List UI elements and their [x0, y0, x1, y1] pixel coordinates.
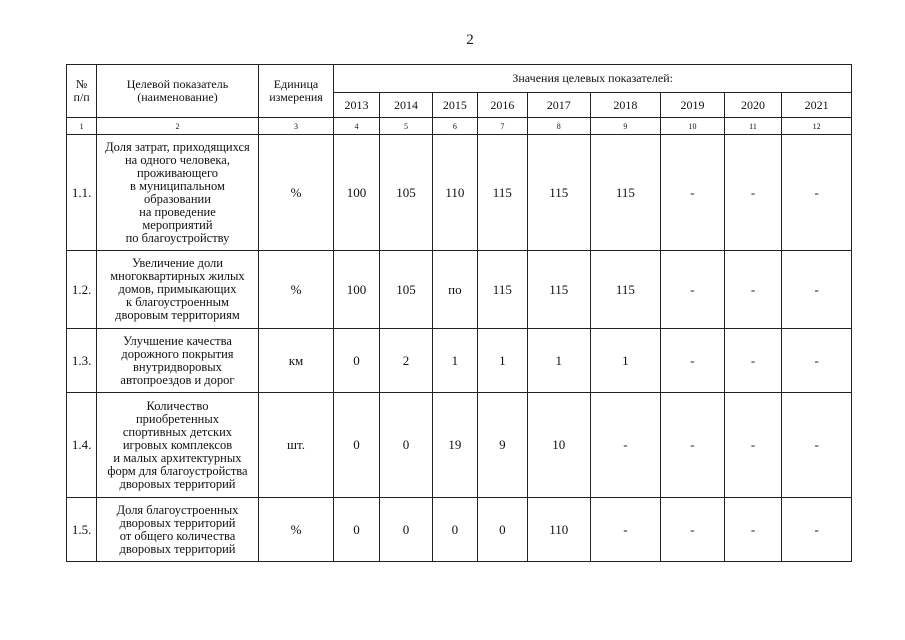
indicator-name: Увеличение доли многоквартирных жилых домов, примыкающих к благоустроенным дворовым территориям [97, 251, 258, 329]
indicator-value: 0 [334, 498, 379, 562]
header-year: 2013 [334, 93, 379, 118]
indicator-value: - [661, 498, 725, 562]
indicator-value: 2 [379, 329, 432, 393]
indicator-value: - [661, 329, 725, 393]
column-number: 10 [661, 118, 725, 135]
indicator-value: - [782, 498, 852, 562]
header-year: 2020 [724, 93, 782, 118]
indicator-value: 115 [528, 135, 591, 251]
column-number: 8 [528, 118, 591, 135]
header-year: 2017 [528, 93, 591, 118]
page-number: 2 [466, 32, 474, 48]
column-number: 6 [433, 118, 477, 135]
table-row [67, 329, 852, 393]
indicator-value: 10 [528, 393, 591, 498]
target-indicators-table [66, 64, 852, 562]
indicator-value: - [590, 393, 661, 498]
indicator-value: 1 [590, 329, 661, 393]
indicator-value: - [782, 329, 852, 393]
header-year: 2021 [782, 93, 852, 118]
header-year: 2019 [661, 93, 725, 118]
indicator-value: 0 [477, 498, 527, 562]
indicator-value: - [661, 135, 725, 251]
column-number: 7 [477, 118, 527, 135]
indicator-value: - [661, 251, 725, 329]
row-number: 1.2. [67, 251, 97, 329]
header-year: 2015 [433, 93, 477, 118]
indicator-value: 0 [334, 329, 379, 393]
indicator-value: 115 [477, 135, 527, 251]
indicator-value: - [724, 135, 782, 251]
column-number: 1 [67, 118, 97, 135]
indicator-value: 1 [528, 329, 591, 393]
indicator-value: - [782, 393, 852, 498]
indicator-value: 115 [477, 251, 527, 329]
indicator-value: 110 [528, 498, 591, 562]
indicator-value: 100 [334, 251, 379, 329]
indicator-name: Улучшение качества дорожного покрытия внутридворовых автопроездов и дорог [97, 329, 258, 393]
indicator-name: Доля благоустроенных дворовых территорий от общего количества дворовых территорий [97, 498, 258, 562]
header-number: № п/п [67, 65, 97, 118]
column-number: 4 [334, 118, 379, 135]
indicator-value: 0 [379, 498, 432, 562]
header-unit: Единица измерения [258, 65, 334, 118]
indicator-value: - [661, 393, 725, 498]
indicator-unit: % [258, 498, 334, 562]
table-row [67, 393, 852, 498]
row-number: 1.1. [67, 135, 97, 251]
row-number: 1.3. [67, 329, 97, 393]
column-number: 11 [724, 118, 782, 135]
row-number: 1.5. [67, 498, 97, 562]
indicator-name: Количество приобретенных спортивных детских игровых комплексов и малых архитектурных форм для благоустройства дворовых территорий [97, 393, 258, 498]
header-values-title: Значения целевых показателей: [334, 65, 852, 93]
indicator-value: 19 [433, 393, 477, 498]
column-number: 12 [782, 118, 852, 135]
indicator-unit: км [258, 329, 334, 393]
indicator-value: по [433, 251, 477, 329]
indicator-value: 115 [528, 251, 591, 329]
indicator-name: Доля затрат, приходящихся на одного человека, проживающего в муниципальном образовании на проведение мероприятий по благоустройству [97, 135, 258, 251]
indicator-value: 115 [590, 135, 661, 251]
indicator-value: 0 [379, 393, 432, 498]
indicator-value: 1 [477, 329, 527, 393]
indicator-value: 115 [590, 251, 661, 329]
indicator-value: 105 [379, 135, 432, 251]
indicator-value: 0 [334, 393, 379, 498]
table-row [67, 251, 852, 329]
header-year: 2016 [477, 93, 527, 118]
column-number: 2 [97, 118, 258, 135]
header-indicator: Целевой показатель (наименование) [97, 65, 258, 118]
indicator-value: 1 [433, 329, 477, 393]
header-year: 2018 [590, 93, 661, 118]
table-row [67, 135, 852, 251]
indicator-value: 9 [477, 393, 527, 498]
indicator-value: - [782, 135, 852, 251]
indicator-value: - [724, 329, 782, 393]
row-number: 1.4. [67, 393, 97, 498]
column-number: 3 [258, 118, 334, 135]
table-row [67, 498, 852, 562]
column-number: 5 [379, 118, 432, 135]
indicator-unit: шт. [258, 393, 334, 498]
column-number: 9 [590, 118, 661, 135]
indicator-value: 110 [433, 135, 477, 251]
indicator-value: 100 [334, 135, 379, 251]
indicator-value: - [724, 251, 782, 329]
indicator-unit: % [258, 135, 334, 251]
indicator-value: - [724, 393, 782, 498]
indicator-unit: % [258, 251, 334, 329]
indicator-value: - [724, 498, 782, 562]
indicator-value: - [782, 251, 852, 329]
indicator-value: - [590, 498, 661, 562]
header-year: 2014 [379, 93, 432, 118]
indicator-value: 105 [379, 251, 432, 329]
indicator-value: 0 [433, 498, 477, 562]
